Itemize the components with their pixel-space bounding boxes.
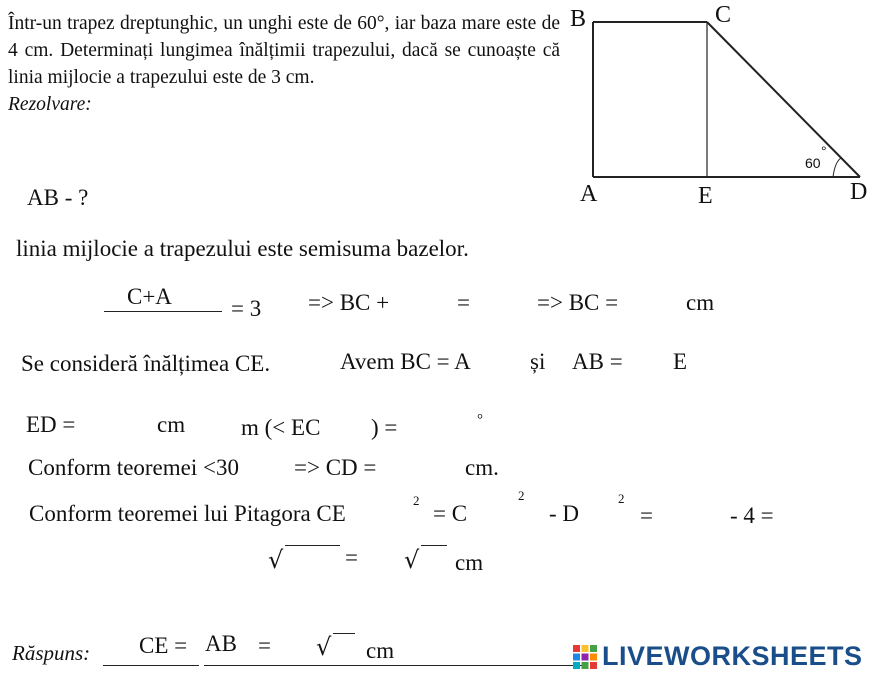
equals-c: = C [433,501,468,526]
fraction-bar [104,311,222,312]
pythagoras: Conform teoremei lui Pitagora CE [29,501,346,526]
label-a: A [580,181,598,207]
sqrt-bar-2 [421,545,447,546]
equals-sign-3: = [345,545,358,570]
label-c: C [715,2,732,28]
implies-bc-eq: => BC = [537,290,619,315]
exponent-ce: 2 [413,493,420,508]
unit-cm-4: cm [366,638,395,663]
label-b: B [570,6,587,32]
midline-rule: linia mijlocie a trapezului este semisuma bazelor. [16,236,469,261]
sqrt-symbol-2: √ [404,546,420,574]
exponent-d: 2 [618,491,625,506]
problem-statement [8,10,560,118]
answer-underline-1 [103,665,199,666]
sqrt-symbol-3: √ [316,633,332,661]
minus-d: - D [549,501,580,526]
answer-label: Răspuns: [12,641,91,665]
implies-cd: => CD = [294,455,377,480]
logo-grid-icon [573,645,597,669]
equals-sign-2: = [640,503,653,528]
sqrt-bar-3 [333,633,355,634]
ed-equals: ED = [26,412,76,437]
exponent-c: 2 [518,488,525,503]
theorem-30: Conform teoremei <30 [28,455,239,480]
answer-equals: = [258,633,271,658]
sqrt-bar-1 [285,545,340,546]
angle-arc [833,158,841,177]
unit-cm-3: cm [455,550,484,575]
angle-degree-mark: ° [821,143,827,159]
logo-text: LIVEWORKSHEETS [602,641,863,671]
answer-ab: AB [205,631,237,656]
consider-height: Se consideră înălțimea CE. [21,351,271,376]
e-letter: E [673,349,688,374]
question: AB - ? [27,185,89,210]
side-cd [707,22,860,177]
unit-cm-1: cm [686,290,715,315]
liveworksheets-logo [573,641,863,672]
unit-cm-2: cm [157,412,186,437]
angle-label: 60 [805,155,821,171]
trapezoid-diagram [565,0,881,220]
degree-symbol: ° [477,412,483,428]
label-e: E [698,183,713,209]
sqrt-symbol-1: √ [268,546,284,574]
fraction-equals: = 3 [231,296,262,321]
and-word: și [530,349,546,374]
label-d: D [850,179,868,205]
unit-cm-dot: cm. [465,455,499,480]
implies-bc-plus: => BC + [308,290,390,315]
have-bc: Avem BC = A [340,349,471,374]
minus-4: - 4 = [730,503,774,528]
ab-equals: AB = [572,349,623,374]
problem-text: Într-un trapez dreptunghic, un unghi este de 60°, iar baza mare este de 4 cm. Determinați lungimea înălțimii trapezului, dacă se cunoaște că linia mijlocie a trapezului este de 3 cm. [8,13,560,88]
answer-ce: CE = [139,633,188,658]
answer-underline-2 [204,665,582,666]
fraction-numerator: C+A [127,284,172,309]
angle-measure: m (< EC [241,415,321,440]
equals-sign: = [457,290,470,315]
solution-label: Rezolvare: [8,94,92,115]
angle-close: ) = [371,415,398,440]
